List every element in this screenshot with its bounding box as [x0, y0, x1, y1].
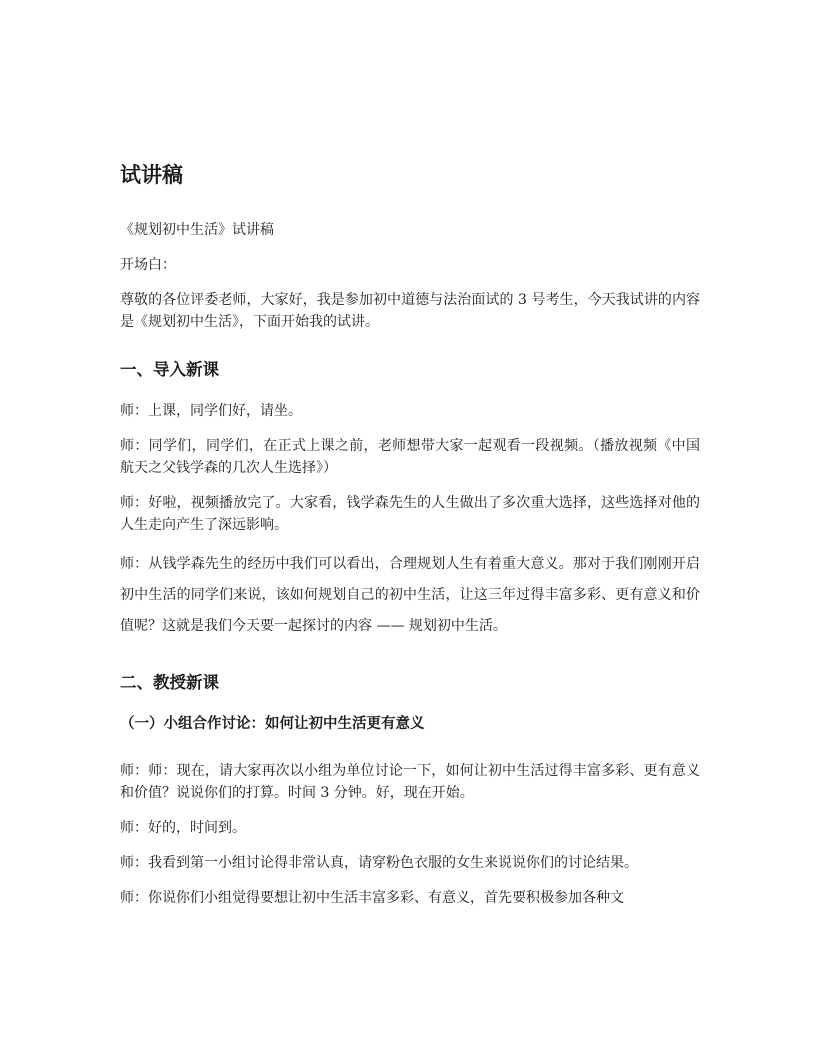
paragraph: 师：好的，时间到。: [120, 820, 246, 836]
paragraph: 师：我看到第一小组讨论得非常认真，请穿粉色衣服的女生来说说你们的讨论结果。: [120, 855, 638, 871]
paragraph: 师：同学们，同学们，在正式上课之前，老师想带大家一起观看一段视频。（播放视频《中国航天之父钱学森的几次人生选择》）: [120, 438, 700, 476]
paragraph: 师：你说你们小组觉得要想让初中生活丰富多彩、有意义，首先要积极参加各种文: [120, 890, 624, 906]
paragraph: 师：上课，同学们好，请坐。: [120, 403, 302, 419]
paragraph: 师：师：现在，请大家再次以小组为单位讨论一下，如何让初中生活过得丰富多彩、更有意义和价值？说说你们的打算。时间 3 分钟。好，现在开始。: [120, 763, 700, 801]
subsection-heading: （一）小组合作讨论：如何让初中生活更有意义: [120, 716, 425, 732]
paragraph: 师：好啦，视频播放完了。大家看，钱学森先生的人生做出了多次重大选择，这些选择对他的人生走向产生了深远影响。: [120, 495, 700, 533]
opening-paragraph: 尊敬的各位评委老师，大家好，我是参加初中道德与法治面试的 3 号考生，今天我试讲的内容是《规划初中生活》，下面开始我的试讲。: [120, 292, 700, 330]
document-subtitle: 《规划初中生活》试讲稿: [120, 222, 274, 238]
document-title: 试讲稿: [120, 163, 183, 187]
opening-label: 开场白：: [120, 257, 176, 273]
section-heading-intro: 一、导入新课: [120, 360, 219, 379]
document-body: [120, 158, 700, 922]
paragraph: 师：从钱学森先生的经历中我们可以看出，合理规划人生有着重大意义。那对于我们刚刚开启初中生活的同学们来说，该如何规划自己的初中生活，让这三年过得丰富多彩、更有意义和价值呢？这就是我们今天要一起探讨的内容 —— 规划初中生活。: [120, 556, 700, 634]
section-heading-teaching: 二、教授新课: [120, 673, 219, 692]
